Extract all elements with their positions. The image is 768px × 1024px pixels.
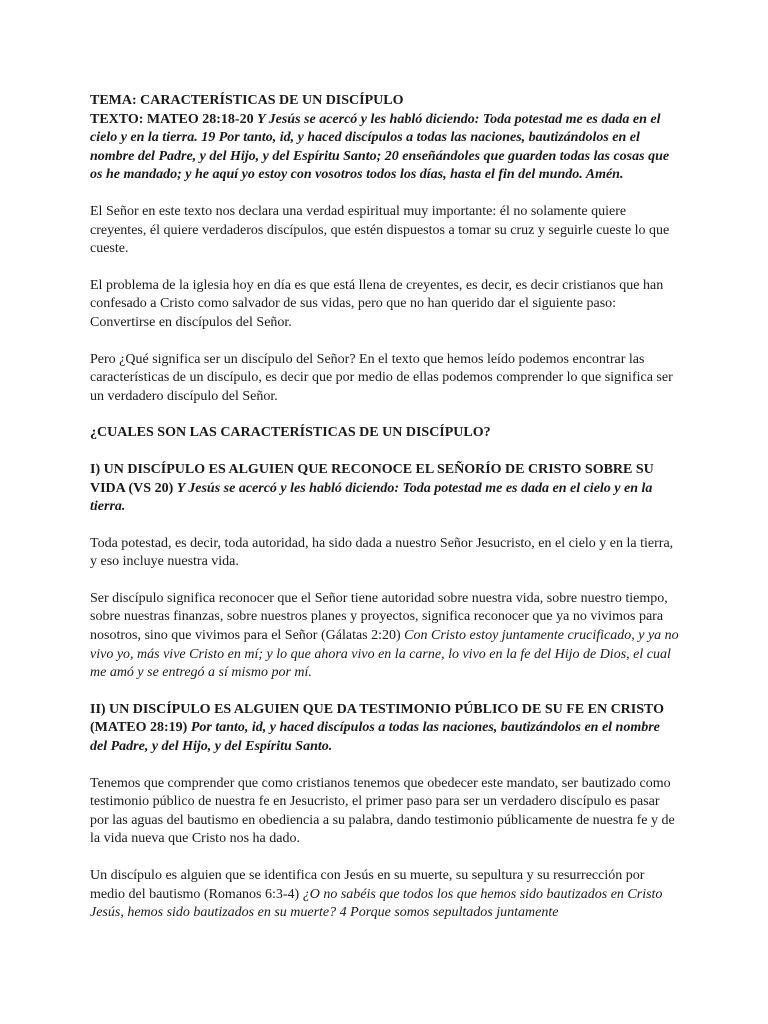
document-page — [90, 92, 680, 941]
section-1-paragraph-2-block — [90, 590, 680, 683]
section-1-paragraph-2-quote: Con Cristo estoy juntamente crucificado, y ya no vivo yo, más vive Cristo en mí; y lo que ahora vivo en la carne, lo vivo en la fe del Hijo de Dios, el cual me amó y se entregó a sí mismo por mí. — [90, 628, 679, 681]
question-heading: ¿CUALES SON LAS CARACTERÍSTICAS DE UN DISCÍPULO? — [90, 425, 491, 441]
section-1-quote: Y Jesús se acercó y les habló diciendo: Toda potestad me es dada en el cielo y en la tierra. — [90, 480, 653, 515]
section-1-heading-block — [90, 461, 680, 517]
intro-paragraph-3: Pero ¿Qué significa ser un discípulo del Señor? En el texto que hemos leído podemos encontrar las características de un discípulo, es decir que por medio de ellas podemos comprender lo que significa ser un verdadero discípulo del Señor. — [90, 351, 673, 404]
section-2-heading: II) UN DISCÍPULO ES ALGUIEN QUE DA TESTIMONIO PÚBLICO DE SU FE EN CRISTO (MATEO 28:19) — [90, 701, 664, 736]
section-2-quote: Por tanto, id, y haced discípulos a todas las naciones, bautizándolos en el nombre del Padre, y del Hijo, y del Espíritu Santo. — [90, 720, 660, 755]
section-2-paragraph-1: Tenemos que comprender que como cristianos tenemos que obedecer este mandato, ser bautizado como testimonio público de nuestra fe en Jesucristo, el primer paso para ser un verdadero discípulo es pasar por las aguas del bautismo en obediencia a su palabra, dando testimonio públicamente de nuestra fe y de la vida nueva que Cristo nos ha dado. — [90, 775, 675, 847]
section-2-heading-block — [90, 701, 680, 757]
intro-paragraph-1: El Señor en este texto nos declara una verdad espiritual muy importante: él no solamente quiere creyentes, él quiere verdaderos discípulos, que estén dispuestos a tomar su cruz y seguirle cueste lo que cueste. — [90, 203, 670, 257]
section-1-heading: I) UN DISCÍPULO ES ALGUIEN QUE RECONOCE EL SEÑORÍO DE CRISTO SOBRE SU VIDA (VS 20) — [90, 461, 654, 496]
title-block — [90, 92, 680, 185]
section-2-paragraph-2-block — [90, 867, 680, 923]
texto-quote: Y Jesús se acercó y les habló diciendo: Toda potestad me es dada en el cielo y en la tierra. 19 Por tanto, id, y haced discípulos a todas las naciones, bautizándolos en el nombre del Padre, y del Hijo, y del Espíritu Santo; 20 enseñándoles que guarden todas las cosas que os he mandado; y he aquí yo estoy con vosotros todos los días, hasta el fin del mundo. Amén. — [90, 111, 670, 183]
section-1-paragraph-2: Ser discípulo significa reconocer que el Señor tiene autoridad sobre nuestra vida, sobre nuestro tiempo, sobre nuestras finanzas, sobre nuestros planes y proyectos, significa reconocer que ya no vivimos para nosotros, sino que vivimos para el Señor (Gálatas 2:20) — [90, 590, 668, 644]
intro-paragraph-2: El problema de la iglesia hoy en día es que está llena de creyentes, es decir, es decir cristianos que han confesado a Cristo como salvador de sus vidas, pero que no han querido dar el siguiente paso: Convertirse en discípulos del Señor. — [90, 277, 664, 330]
section-2-paragraph-2: Un discípulo es alguien que se identifica con Jesús en su muerte, su sepultura y su resurrección por medio del bautismo (Romanos 6:3-4) — [90, 868, 645, 902]
section-2-paragraph-2-quote: ¿O no sabéis que todos los que hemos sido bautizados en Cristo Jesús, hemos sido bautizados en su muerte? 4 Porque somos sepultados juntamente — [90, 886, 663, 921]
section-1-paragraph-1: Toda potestad, es decir, toda autoridad, ha sido dada a nuestro Señor Jesucristo, en el cielo y en la tierra, y eso incluye nuestra vida. — [90, 535, 674, 570]
tema-heading: TEMA: CARACTERÍSTICAS DE UN DISCÍPULO — [90, 93, 404, 108]
texto-label: TEXTO: MATEO 28:18-20 — [90, 111, 254, 127]
texto-paragraph — [90, 112, 669, 183]
